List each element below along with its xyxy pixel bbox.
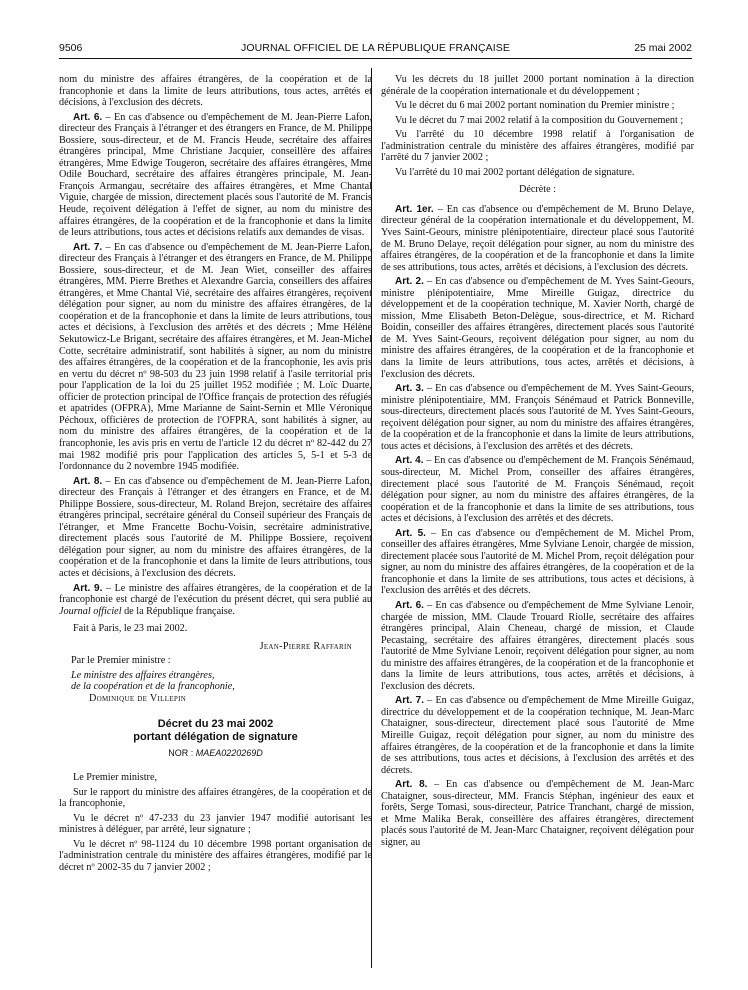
- preamble-line: Vu le décret nº 47-233 du 23 janvier 1947 modifié autorisant les ministres à déléguer, par arrêté, leur signature ;: [59, 812, 372, 836]
- preamble-line: Vu le décret du 6 mai 2002 portant nomination du Premier ministre ;: [395, 100, 675, 112]
- article-text: – Le ministre des affaires étrangères, de la coopération et de la francophonie est chargé de l'exécution du présent décret, qui sera publié au: [59, 582, 373, 606]
- article-label: Art. 7.: [395, 695, 424, 707]
- article-paragraph: [381, 600, 694, 692]
- preamble-line: Vu l'arrêté du 10 mai 2002 portant délégation de signature.: [395, 166, 635, 178]
- article-text: – En cas d'absence ou d'empêchement de M. Jean-Pierre Lafon, directeur des Français à l'étranger et des étrangers en France, et de M. Philippe Bossiere, sous-directeur, M. Roland Brejon, secrétaire des affaires étrangères principal, secrétaire général du Conseil supérieur des Français de l'étranger, et Mme Francette Bochu-Voisin, secrétaire administrative, directement placés sous l'autorité de M. Philippe Bossiere, reçoivent délégation pour signer, au nom du ministre des affaires étrangères, de la coopération et de la francophonie et dans la limite de leurs attributions, tous actes et décisions, à l'exclusion des décrets.: [59, 475, 373, 579]
- preamble-line: Vu le décret du 7 mai 2002 relatif à la composition du Gouvernement ;: [395, 114, 684, 126]
- article-text: de la République française.: [121, 605, 235, 617]
- decree-title-line: portant délégation de signature: [133, 731, 298, 744]
- article-text: – En cas d'absence ou d'empêchement de M. Jean-Pierre Lafon, directeur des Français à l'étranger et des étrangers en France, de M. Philippe Bossiere, sous-directeur, et de M. Francis Heude, secrétaire des affaires étrangères principal, Mme Christiane Jacquier, conseillère des affaires étrangères, Mme Edwige Tougeron, secrétaire des affaires étrangères, Mme Odile Bouchard, secrétaire des affaires étrangères principale, M. Jean-François Armangau, secrétaire des affaires étrangères, et Mme Chantal Viguie, chargée de mission, directement placés sous l'autorité de M. Francis Heude, reçoivent délégation à l'effet de signer, au nom du ministre des affaires étrangères, de la coopération et de la francophonie et dans la limite de leurs attributions, tous actes et décisions relatifs aux demandes de visas.: [59, 111, 373, 239]
- preamble-line: Vu le décret nº 98-1124 du 10 décembre 1998 portant organisation de l'administration centrale du ministère des affaires étrangères, modifié par le décret nº 2002-35 du 7 janvier 2002 ;: [59, 838, 372, 873]
- article-label: Art. 5.: [395, 527, 426, 539]
- article-label: Art. 8.: [395, 779, 428, 791]
- decree-title: [59, 718, 372, 744]
- nor-label: NOR :: [168, 748, 196, 759]
- article-label: Art. 4.: [395, 455, 424, 467]
- article-paragraph: [59, 476, 372, 580]
- minister-title: Le ministre des affaires étrangères,: [71, 669, 215, 681]
- article-label: Art. 6.: [395, 599, 424, 611]
- nor-code: MAEA0220269D: [195, 748, 263, 759]
- page-number: 9506: [59, 42, 83, 54]
- signatory-name: Jean-Pierre Raffarin: [259, 640, 352, 652]
- signature-intro: Par le Premier ministre :: [71, 655, 171, 667]
- article-label: Art. 7.: [73, 241, 103, 253]
- article-label: Art. 6.: [73, 111, 103, 123]
- article-paragraph: [381, 383, 694, 452]
- article-text: – En cas d'absence ou d'empêchement de M. Michel Prom, conseiller des affaires étrangères, Mme Sylviane Lenoir, chargée de mission, directement placée sous l'autorité de M. Michel Prom, reçoit délégation pour signer, au nom du ministre des affaires étrangères, de la coopération et de la francophonie et dans la limite de ses attributions, tous actes et décisions, à l'exclusion des arrêtés et des décrets.: [381, 527, 694, 597]
- place-date: Fait à Paris, le 23 mai 2002.: [73, 623, 188, 635]
- article-paragraph: [381, 204, 694, 273]
- article-label: Art. 9.: [73, 582, 103, 594]
- article-text: – En cas d'absence ou d'empêchement de M. François Sénémaud, sous-directeur, M. Michel Prom, conseiller des affaires étrangères, directement placé sous l'autorité de M. François Sénémaud, reçoit délégation pour signer, au nom du ministre des affaires étrangères, de la coopération et de la francophonie et dans la limite de ses attributions, tous actes et décisions, à l'exclusion des arrêtés et des décrets.: [381, 455, 695, 525]
- nor-reference: [59, 748, 372, 760]
- article-paragraph: [381, 276, 694, 380]
- article-paragraph: [59, 242, 372, 473]
- preamble-line: Vu l'arrêté du 10 décembre 1998 relatif à l'organisation de l'administration centrale du ministère des affaires étrangères, modifié par l'arrêté du 7 janvier 2002 ;: [381, 129, 694, 164]
- article-paragraph: [381, 695, 694, 776]
- article-label: Art. 1er.: [395, 203, 434, 215]
- article-label: Art. 2.: [395, 276, 424, 288]
- preamble-line: Vu les décrets du 18 juillet 2000 portant nomination à la direction générale de la coopération internationale et du développement ;: [381, 74, 694, 97]
- decree-title-line: Décret du 23 mai 2002: [157, 718, 274, 731]
- journal-reference: Journal officiel: [59, 605, 122, 617]
- article-text: – En cas d'absence ou d'empêchement de M. Yves Saint-Geours, ministre plénipotentiaire, MM. François Sénémaud et Patrick Bonneville, sous-directeurs, directement placés sous l'autorité de M. Yves Saint-Geours, reçoivent délégation pour signer, au nom du ministre des affaires étrangères, de la coopération et de la francophonie et dans la limite de leurs attributions, tous actes et décisions, à l'exclusion des arrêtés et des décrets.: [381, 383, 694, 452]
- article-text: – En cas d'absence ou d'empêchement de M. Yves Saint-Geours, ministre plénipotentiaire, Mme Mireille Guigaz, directrice du développement et de la coopération technique, M. Xavier North, chargé de mission, Mme Elisabeth Beton-Delègue, sous-directrice, et M. Richard Boidin, conseiller des affaires étrangères, directement placés sous l'autorité de M. Yves Saint-Geours, reçoivent délégation pour signer, au nom du ministre des affaires étrangères, de la coopération et de la francophonie et dans la limite de leurs attributions, tous actes, arrêtés et décisions, à l'exclusion des décrets.: [381, 276, 694, 380]
- article-paragraph: [381, 528, 694, 597]
- article-paragraph: [59, 112, 372, 239]
- article-label: Art. 3.: [395, 383, 424, 395]
- decrete-heading: Décrète :: [518, 184, 557, 196]
- minister-title: de la coopération et de la francophonie,: [71, 681, 235, 693]
- minister-name: Dominique de Villepin: [89, 692, 187, 704]
- page-header: [59, 40, 692, 59]
- preamble-line: Sur le rapport du ministre des affaires étrangères, de la coopération et de la francophonie,: [59, 786, 372, 810]
- left-column: [59, 74, 372, 876]
- article-text: – En cas d'absence ou d'empêchement de M. Jean-Marc Chataigner, sous-directeur, MM. Francis Stéphan, ingénieur des eaux et forêts, Serge Tomasi, sous-directeur, Patrice Tranchant, chargé de mission, et Mme Malika Berak, conseillère des affaires étrangères, directement placés sous l'autorité de M. Jean-Marc Chataigner, reçoivent délégation pour signer, au: [381, 779, 694, 848]
- article-text: – En cas d'absence ou d'empêchement de M. Jean-Pierre Lafon, directeur des Français à l'étranger et des étrangers en France, de M. Philippe Bossiere, sous-directeur, et de M. Jean Wiet, conseiller des affaires étrangères, MM. Pierre Brethes et Alexandre Garcia, conseillers des affaires étrangères, et Mme Chantal Vié, secrétaire des affaires étrangères, reçoivent délégation pour signer, au nom du ministre des affaires étrangères, de la coopération et de la francophonie et dans la limite de leurs attributions, tous actes et décisions, à l'exclusion des arrêtés et des décrets ; Mme Hélène Sekutowicz-Le Brigant, secrétaire des affaires étrangères, et M. Jean-Michel Cotte, secrétaire administratif, sont habilités à signer, au nom du ministre des affaires étrangères, de la coopération et de la francophonie, les avis pris en vertu du décret nº 98-503 du 23 juin 1998 relatif à l'asile territorial pris pour l'application de la loi du 25 juillet 1952 modifiée ; M. Loïc Duarte, officier de protection principal de l'Office français de protection des réfugiés et apatrides (OFPRA), Mme Marianne de Saint-Sernin et Mlle Véronique Péchoux, officières de protection de l'OFPRA, sont habilités à signer, au nom du ministre des affaires étrangères, de la coopération et de la francophonie, les avis pris en vertu de l'article 12 du décret nº 82-442 du 27 mai 1982 modifié pris pour l'application des articles 5, 5-1 et 5-3 de l'ordonnance du 2 novembre 1945 modifiée.: [59, 241, 373, 473]
- right-column: [381, 74, 694, 851]
- article-text: – En cas d'absence ou d'empêchement de M. Bruno Delaye, directeur général de la coopération internationale et du développement, M. Yves Saint-Geours, ministre plénipotentiaire, directeur placé sous l'autorité de M. Bruno Delaye, reçoit délégation pour signer, au nom du ministre des affaires étrangères, de la coopération et de la francophonie et dans la limite de ses attributions, tous actes, arrêtés et décisions, à l'exclusion des décrets.: [381, 203, 695, 273]
- intro-paragraph: nom du ministre des affaires étrangères, de la coopération et de la francophonie et dans la limite de leurs attributions, tous actes, arrêtés et décisions, à l'exclusion des décrets.: [59, 74, 372, 109]
- article-paragraph: [381, 455, 694, 524]
- article-label: Art. 8.: [73, 475, 103, 487]
- issue-date: 25 mai 2002: [634, 42, 692, 54]
- preamble-line: Le Premier ministre,: [73, 771, 158, 783]
- journal-title: JOURNAL OFFICIEL DE LA RÉPUBLIQUE FRANÇAISE: [241, 42, 510, 54]
- article-text: – En cas d'absence ou d'empêchement de Mme Mireille Guigaz, directrice du développement et de la coopération technique, M. Jean-Marc Chataigner, sous-directeur, directement placé sous l'autorité de Mme Mireille Guigaz, reçoit délégation pour signer, au nom du ministre des affaires étrangères, de la coopération et de la francophonie et dans la limite de ses attributions, tous actes et décisions, à l'exclusion des arrêtés et des décrets.: [381, 695, 694, 776]
- article-text: – En cas d'absence ou d'empêchement de Mme Sylviane Lenoir, chargée de mission, MM. Claude Trouard Riolle, secrétaire des affaires étrangères principal, Alain Cheneau, chargé de mission, et Claude Pecastaing, secrétaire des affaires étrangères, directement placés sous l'autorité de Mme Sylviane Lenoir, reçoivent délégation pour signer, au nom du ministre des affaires étrangères, de la coopération et de la francophonie et dans la limite de leurs attributions, tous actes, arrêtés et décisions, à l'exclusion des décrets.: [381, 599, 694, 692]
- article-paragraph: [381, 779, 694, 848]
- article-paragraph: [59, 583, 372, 618]
